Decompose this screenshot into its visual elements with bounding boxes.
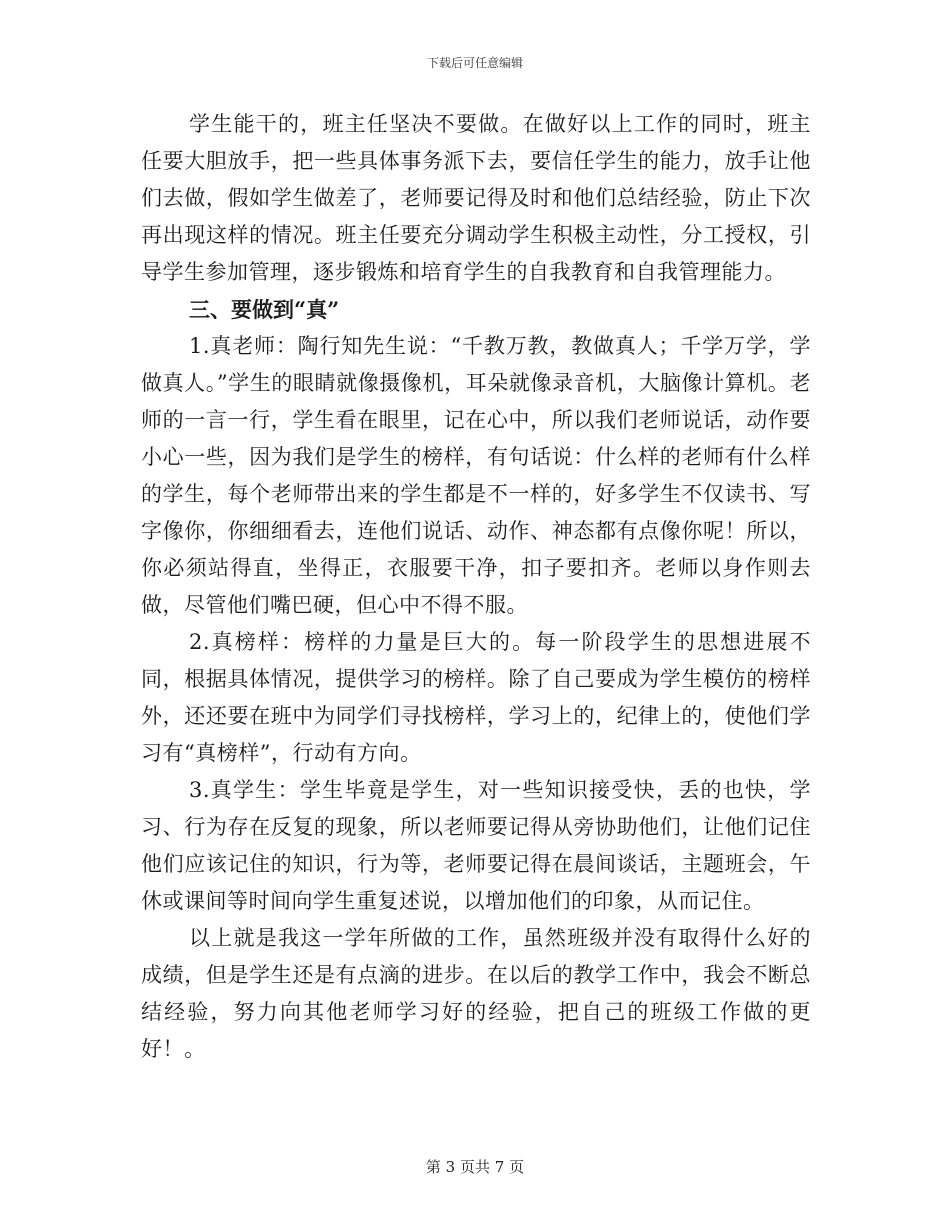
paragraph-conclusion: 以上就是我这一学年所做的工作，虽然班级并没有取得什么好的成绩，但是学生还是有点滴的进步。在以后的教学工作中，我会不断总结经验，努力向其他老师学习好的经验，把自己的班级工作做的更好！。 [141,926,811,1061]
section-heading-3: 三、要做到“真” [189,297,340,322]
paragraph-true-role-model: 2.真榜样：榜样的力量是巨大的。每一阶段学生的思想进展不同，根据具体情况，提供学习的榜样。除了自己要成为学生模仿的榜样外，还还要在班中为同学们寻找榜样，学习上的，纪律上的，使他们学习有“真榜样”，行动有方向。 [141,630,811,765]
paragraph-delegation: 学生能干的，班主任坚决不要做。在做好以上工作的同时，班主任要大胆放手，把一些具体事务派下去，要信任学生的能力，放手让他们去做，假如学生做差了，老师要记得及时和他们总结经验，防止下次再出现这样的情况。班主任要充分调动学生积极主动性，分工授权，引导学生参加管理，逐步锻炼和培育学生的自我教育和自我管理能力。 [141,112,811,284]
page-header: 下载后可任意编辑 [426,56,523,70]
paragraph-true-teacher: 1.真老师：陶行知先生说：“千教万教，教做真人；千学万学，学做真人。”学生的眼睛就像摄像机，耳朵就像录音机，大脑像计算机。老师的一言一行，学生看在眼里，记在心中，所以我们老师说话，动作要小心一些，因为我们是学生的榜样，有句话说：什么样的老师有什么样的学生，每个老师带出来的学生都是不一样的，好多学生不仅读书、写字像你，你细细看去，连他们说话、动作、神态都有点像你呢！所以，你必须站得直，坐得正，衣服要干净，扣子要扣齐。老师以身作则去做，尽管他们嘴巴硬，但心中不得不服。 [141,334,811,617]
paragraph-true-student: 3.真学生：学生毕竟是学生，对一些知识接受快，丢的也快，学习、行为存在反复的现象，所以老师要记得从旁协助他们，让他们记住他们应该记住的知识，行为等，老师要记得在晨间谈话，主题班会，午休或课间等时间向学生重复述说，以增加他们的印象，从而记住。 [141,778,811,913]
page-number: 第 3 页共 7 页 [425,1158,525,1176]
document-body [141,106,811,1068]
